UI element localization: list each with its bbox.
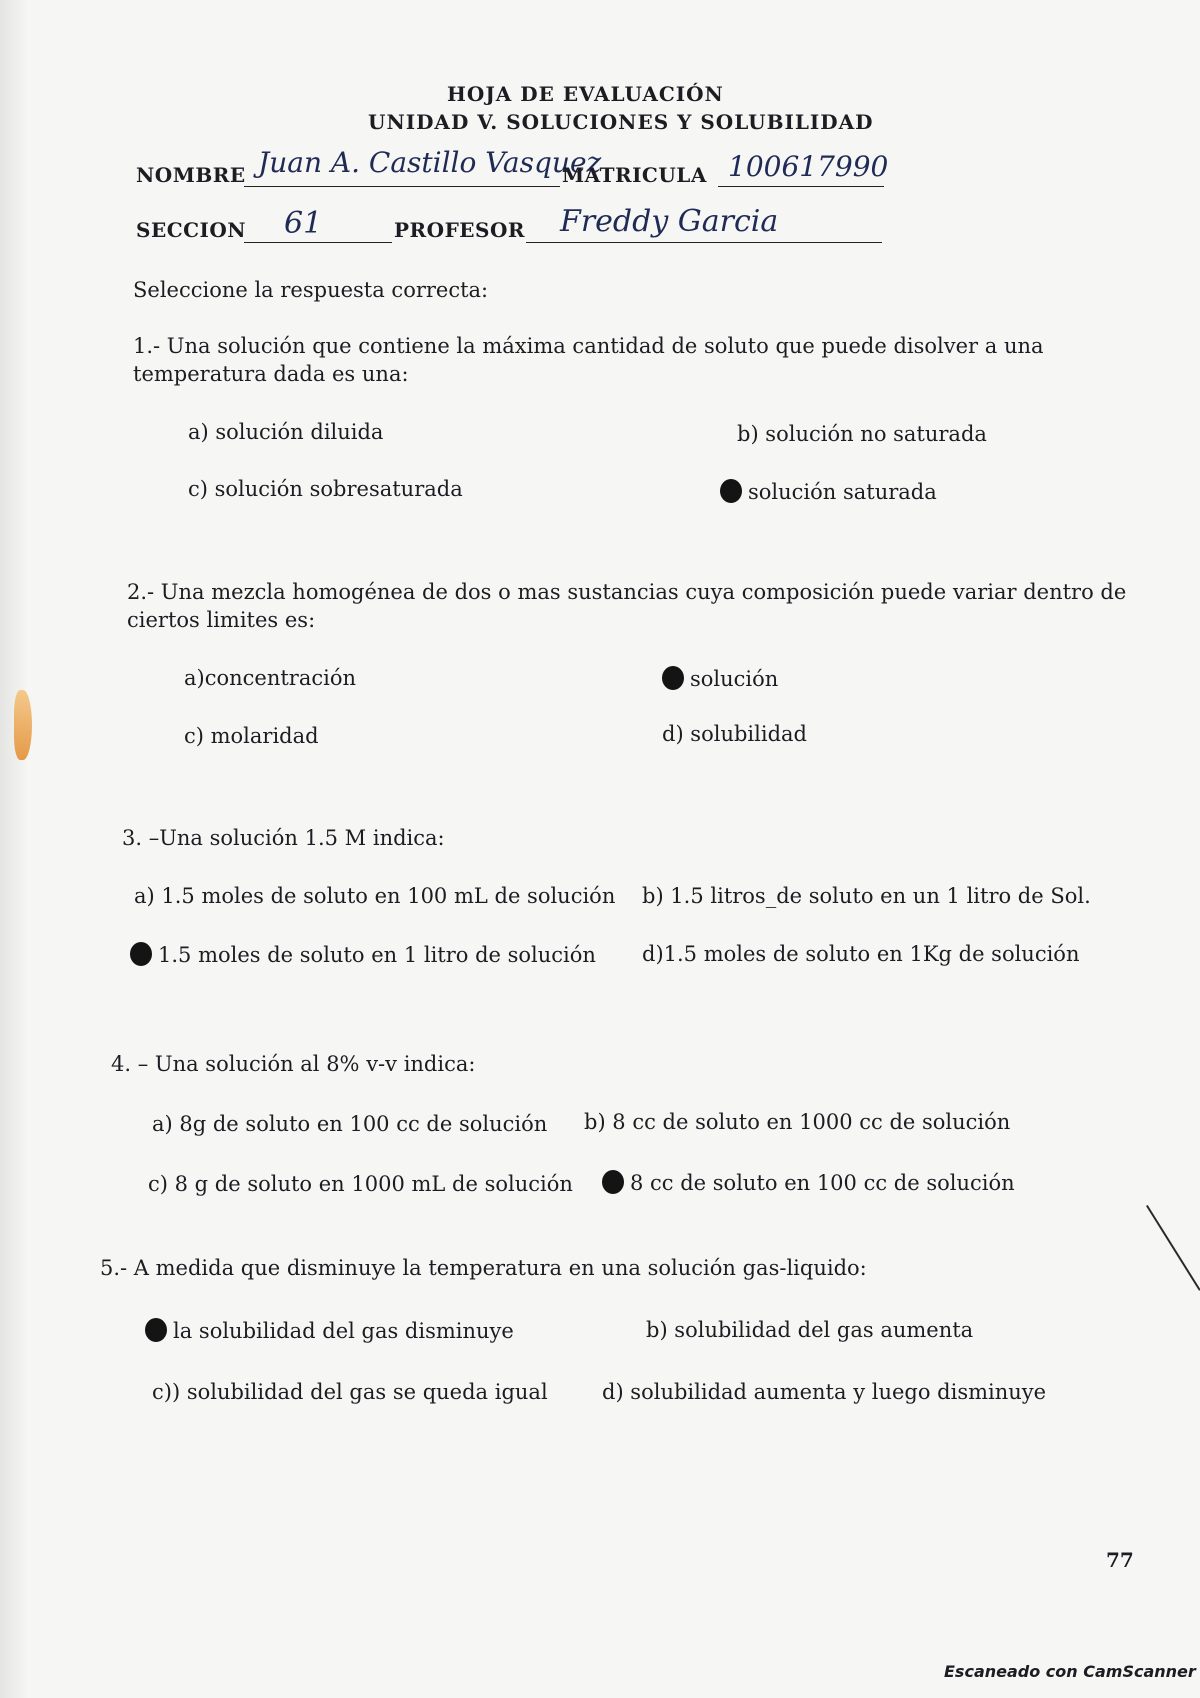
q1-option-b[interactable]: b) solución no saturada	[737, 422, 987, 446]
question-2-line-2: ciertos limites es:	[127, 608, 316, 632]
q1-option-d-label: solución saturada	[748, 480, 937, 504]
filled-answer-bubble-icon	[662, 666, 684, 690]
q3-option-c-selected[interactable]	[130, 942, 596, 967]
matricula-label: MATRICULA	[562, 163, 707, 187]
seccion-handwritten: 61	[284, 206, 323, 241]
matricula-handwritten: 100617990	[728, 150, 889, 183]
question-5: 5.- A medida que disminuye la temperatura en una solución gas-liquido:	[100, 1256, 867, 1280]
margin-stain	[14, 690, 32, 760]
scan-edge-shadow	[0, 0, 28, 1698]
q4-option-c[interactable]: c) 8 g de soluto en 1000 mL de solución	[148, 1172, 573, 1196]
q4-option-d-label: 8 cc de soluto en 100 cc de solución	[630, 1171, 1015, 1195]
matricula-line	[718, 186, 884, 187]
q3-option-c-label: 1.5 moles de soluto en 1 litro de solución	[158, 943, 596, 967]
profesor-line	[526, 242, 882, 243]
q5-option-a-selected[interactable]	[145, 1318, 514, 1343]
seccion-label: SECCION	[136, 218, 247, 242]
nombre-handwritten: Juan A. Castillo Vasquez	[258, 146, 602, 179]
q2-option-d[interactable]: d) solubilidad	[662, 722, 807, 746]
q2-option-c[interactable]: c) molaridad	[184, 724, 319, 748]
nombre-line	[244, 186, 560, 187]
profesor-handwritten: Freddy Garcia	[560, 204, 779, 239]
q2-option-b-label: solución	[690, 667, 779, 691]
q2-option-b-selected[interactable]	[662, 666, 778, 691]
question-4: 4. – Una solución al 8% v-v indica:	[111, 1052, 476, 1076]
q4-option-d-selected[interactable]	[602, 1170, 1015, 1195]
seccion-line	[244, 242, 392, 243]
title-line-2: UNIDAD V. SOLUCIONES Y SOLUBILIDAD	[368, 110, 874, 134]
q3-option-d[interactable]: d)1.5 moles de soluto en 1Kg de solución	[642, 942, 1080, 966]
q1-option-d-selected[interactable]	[720, 479, 937, 504]
question-1-line-2: temperatura dada es una:	[133, 362, 409, 386]
q5-option-c[interactable]: c)) solubilidad del gas se queda igual	[152, 1380, 548, 1404]
question-2-line-1: 2.- Una mezcla homogénea de dos o mas sustancias cuya composición puede variar dentro de	[127, 580, 1127, 604]
q1-option-c[interactable]: c) solución sobresaturada	[188, 477, 463, 501]
q5-option-b[interactable]: b) solubilidad del gas aumenta	[646, 1318, 974, 1342]
q2-option-a[interactable]: a)concentración	[184, 666, 356, 690]
pen-stroke-mark	[1146, 1205, 1200, 1291]
instructions: Seleccione la respuesta correcta:	[133, 278, 489, 302]
q1-option-a[interactable]: a) solución diluida	[188, 420, 384, 444]
filled-answer-bubble-icon	[145, 1318, 167, 1342]
scanner-footer: Escaneado con CamScanner	[944, 1662, 1196, 1681]
nombre-label: NOMBRE	[136, 163, 246, 187]
filled-answer-bubble-icon	[130, 942, 152, 966]
filled-answer-bubble-icon	[720, 479, 742, 503]
q3-option-a[interactable]: a) 1.5 moles de soluto en 100 mL de solución	[134, 884, 616, 908]
page-number: 77	[1106, 1548, 1134, 1572]
question-3: 3. –Una solución 1.5 M indica:	[122, 826, 445, 850]
question-1-line-1: 1.- Una solución que contiene la máxima cantidad de soluto que puede disolver a una	[133, 334, 1044, 358]
profesor-label: PROFESOR	[394, 218, 526, 242]
q3-option-b[interactable]: b) 1.5 litros_de soluto en un 1 litro de Sol.	[642, 884, 1091, 908]
filled-answer-bubble-icon	[602, 1170, 624, 1194]
q5-option-d[interactable]: d) solubilidad aumenta y luego disminuye	[602, 1380, 1047, 1404]
q4-option-b[interactable]: b) 8 cc de soluto en 1000 cc de solución	[584, 1110, 1011, 1134]
q5-option-a-label: la solubilidad del gas disminuye	[173, 1319, 514, 1343]
q4-option-a[interactable]: a) 8g de soluto en 100 cc de solución	[152, 1112, 548, 1136]
title-line-1: HOJA DE EVALUACIÓN	[447, 82, 724, 106]
